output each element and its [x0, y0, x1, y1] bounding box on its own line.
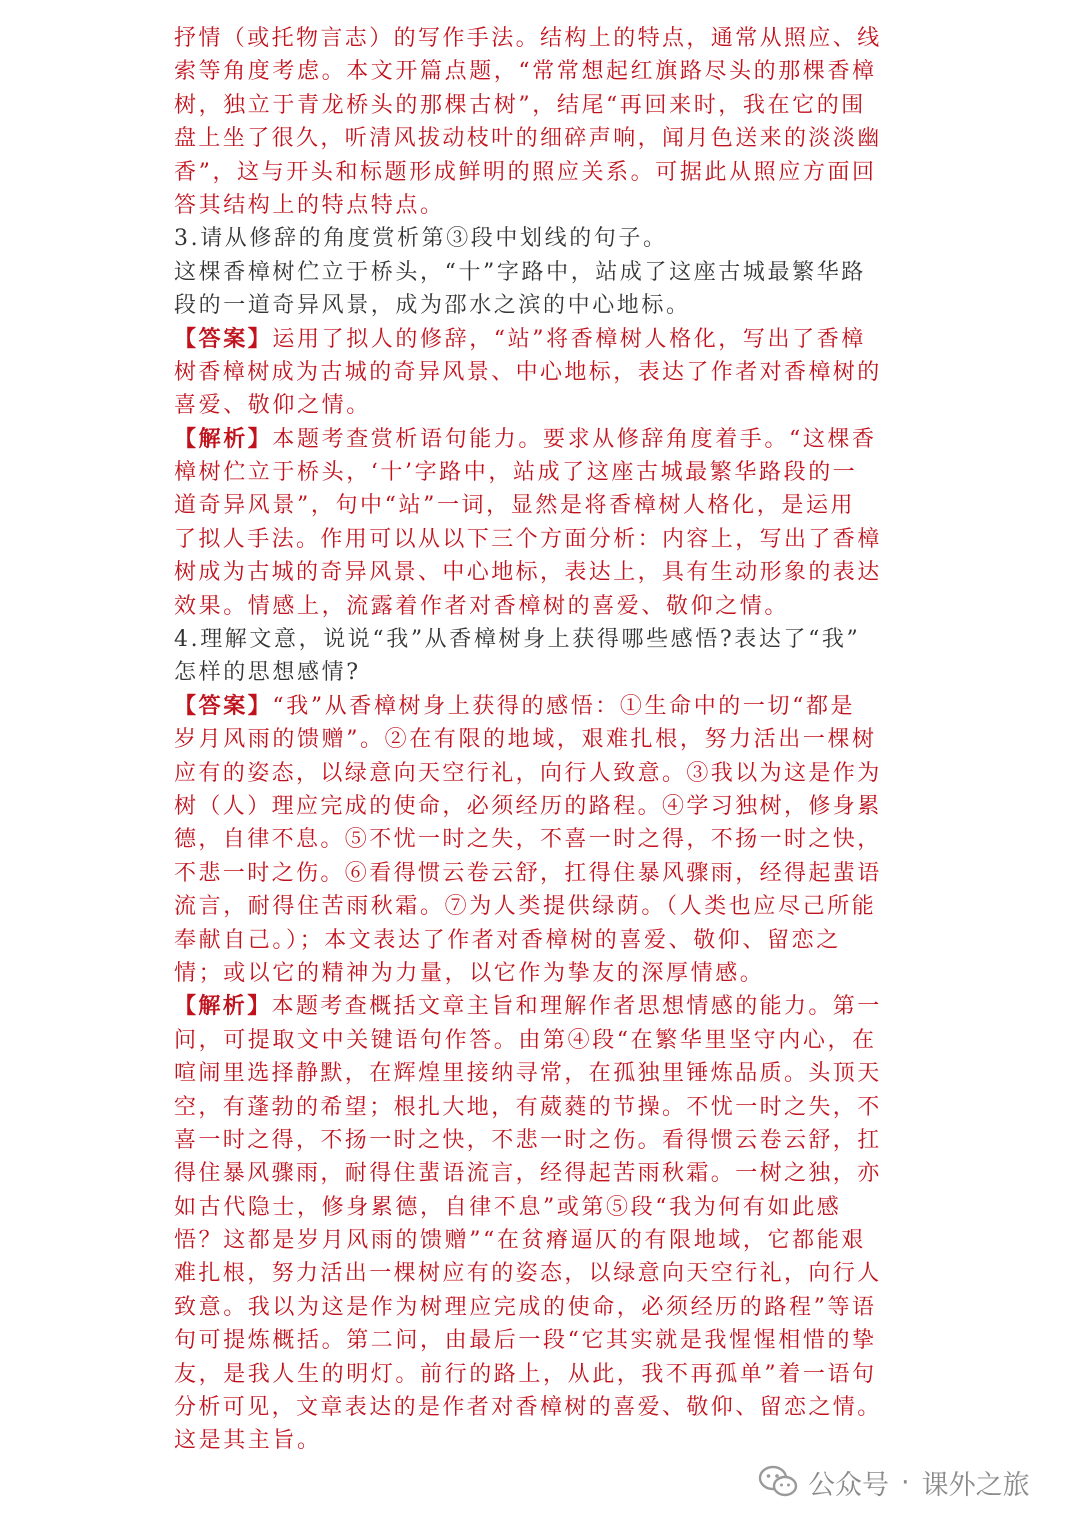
text-line — [174, 1024, 886, 1057]
text-line — [174, 55, 886, 88]
line-text: 树成为古城的奇异风景、中心地标，表达上，具有生动形象的表达 — [174, 560, 882, 586]
line-text: 奉献自己。）；本文表达了作者对香樟树的喜爱、敬仰、留恋之 — [174, 927, 841, 953]
text-line — [174, 22, 886, 55]
line-text: 如古代隐士，修身累德，自律不息”或第⑤段“我为何有如此感 — [174, 1194, 842, 1220]
line-text: 了拟人手法。作用可以从以下三个方面分析：内容上，写出了香樟 — [174, 526, 882, 552]
line-text: 索等角度考虑。本文开篇点题，“常常想起红旗路尽头的那棵香樟 — [174, 59, 877, 85]
line-text: 效果。情感上，流露着作者对香樟树的喜爱、敬仰之情。 — [174, 593, 790, 619]
line-text: 树（人）理应完成的使命，必须经历的路程。④学习独树，修身累 — [174, 793, 882, 819]
section-tag: 【答案】 — [174, 692, 273, 719]
line-text: 句可提炼概括。第二问，由最后一段“它其实就是我惺惺相惜的挚 — [174, 1328, 877, 1354]
text-line — [174, 323, 886, 356]
line-text: “我”从香樟树身上获得的感悟：①生命中的一切“都是 — [272, 693, 856, 719]
text-line — [174, 1057, 886, 1090]
footer-account: 课外之旅 — [921, 1469, 1030, 1501]
line-text: 本题考查赏析语句能力。要求从修辞角度着手。“这棵香 — [272, 426, 877, 452]
line-text: 树，独立于青龙桥头的那棵古树”，结尾“再回来时，我在它的围 — [174, 92, 866, 118]
section-tag: 【解析】 — [174, 425, 273, 452]
line-text: 分析可见，文章表达的是作者对香樟树的喜爱、敬仰、留恋之情。 — [174, 1395, 882, 1421]
line-text: 抒情（或托物言志）的写作手法。结构上的特点，通常从照应、线 — [174, 26, 882, 51]
line-text: 答其结构上的特点特点。 — [174, 192, 445, 218]
line-text: 应有的姿态，以绿意向天空行礼，向行人致意。③我以为这是作为 — [174, 760, 882, 786]
line-text: 难扎根，努力活出一棵树应有的姿态，以绿意向天空行礼，向行人 — [174, 1261, 882, 1287]
text-line — [174, 656, 886, 689]
line-text: 喧闹里选择静默，在辉煌里接纳寻常，在孤独里锤炼品质。头顶天 — [174, 1061, 882, 1087]
text-line — [174, 1291, 886, 1324]
line-text: 树香樟树成为古城的奇异风景、中心地标，表达了作者对香樟树的 — [174, 359, 882, 385]
text-line — [174, 423, 886, 456]
line-text: 这棵香樟树伫立于桥头，“十”字路中，站成了这座古城最繁华路 — [174, 259, 866, 285]
section-tag: 【答案】 — [174, 325, 273, 352]
line-text: 怎样的思想感情? — [174, 660, 361, 686]
section-tag: 【解析】 — [174, 993, 272, 1020]
line-text: 德，自律不息。⑤不忧一时之失，不喜一时之得，不扬一时之快， — [174, 827, 882, 853]
text-line — [174, 1224, 886, 1257]
text-line — [174, 1091, 886, 1124]
line-text: 本题考查概括文章主旨和理解作者思想情感的能力。第一 — [271, 994, 882, 1020]
line-text: 得住暴风骤雨，耐得住蜚语流言，经得起苦雨秋霜。一树之独，亦 — [174, 1161, 882, 1187]
text-line — [174, 456, 886, 489]
text-line — [174, 156, 886, 189]
footer-label: 公众号 — [808, 1469, 889, 1501]
text-line — [174, 1157, 886, 1190]
line-text: 段的一道奇异风景，成为邵水之滨的中心地标。 — [174, 293, 691, 319]
text-line — [174, 122, 886, 155]
text-line — [174, 523, 886, 556]
line-text: 友，是我人生的明灯。前行的路上，从此，我不再孤单”着一语句 — [174, 1361, 877, 1387]
line-text: 3.请从修辞的角度赏析第③段中划线的句子。 — [174, 226, 668, 252]
line-text: 道奇异风景”，句中“站”一词，显然是将香樟树人格化，是运用 — [174, 493, 856, 519]
line-text: 流言，耐得住苦雨秋霜。⑦为人类提供绿荫。（人类也应尽己所能 — [174, 894, 877, 920]
line-text: 运用了拟人的修辞，“站”将香樟树人格化，写出了香樟 — [272, 326, 866, 352]
text-line — [174, 790, 886, 823]
line-text: 香”，这与开头和标题形成鲜明的照应关系。可据此从照应方面回 — [174, 159, 877, 185]
text-line — [174, 924, 886, 957]
line-text: 致意。我以为这是作为树理应完成的使命，必须经历的路程”等语 — [174, 1294, 877, 1320]
line-text: 情；或以它的精神为力量，以它作为挚友的深厚情感。 — [174, 960, 765, 986]
text-line — [174, 1191, 886, 1224]
text-line — [174, 189, 886, 222]
footer-separator: · — [901, 1466, 910, 1498]
text-line — [174, 723, 886, 756]
text-line — [174, 356, 886, 389]
text-line — [174, 823, 886, 856]
text-line — [174, 590, 886, 623]
text-line — [174, 489, 886, 522]
line-text: 这是其主旨。 — [174, 1428, 322, 1454]
text-line — [174, 990, 886, 1023]
text-line — [174, 1358, 886, 1391]
line-text: 不悲一时之伤。⑥看得惯云卷云舒，扛得住暴风骤雨，经得起蜚语 — [174, 860, 882, 886]
text-line — [174, 289, 886, 322]
line-text: 悟？这都是岁月风雨的馈赠”“在贫瘠逼仄的有限地域，它都能艰 — [174, 1228, 866, 1254]
line-text: 4.理解文意，说说“我”从香樟树身上获得哪些感悟?表达了“我” — [174, 627, 861, 653]
text-line — [174, 857, 886, 890]
text-line — [174, 1391, 886, 1424]
text-line — [174, 256, 886, 289]
line-text: 岁月风雨的馈赠”。②在有限的地域，艰难扎根，努力活出一棵树 — [174, 727, 877, 753]
text-line — [174, 690, 886, 723]
line-text: 喜一时之得，不扬一时之快，不悲一时之伤。看得惯云卷云舒，扛 — [174, 1127, 882, 1153]
text-line — [174, 556, 886, 589]
line-text: 喜爱、敬仰之情。 — [174, 393, 371, 419]
text-line — [174, 890, 886, 923]
text-line — [174, 222, 886, 255]
text-line — [174, 1324, 886, 1357]
line-text: 空，有蓬勃的希望；根扎大地，有葳蕤的节操。不忧一时之失，不 — [174, 1094, 882, 1120]
text-line — [174, 757, 886, 790]
text-line — [174, 957, 886, 990]
line-text: 问，可提取文中关键语句作答。由第④段“在繁华里坚守内心，在 — [174, 1027, 877, 1053]
text-line — [174, 1257, 886, 1290]
watermark-footer — [758, 1458, 1030, 1506]
line-text: 樟树伫立于桥头，‘十’字路中，站成了这座古城最繁华路段的一 — [174, 460, 858, 486]
document-page — [174, 22, 886, 1458]
text-line — [174, 389, 886, 422]
line-text: 盘上坐了很久，听清风拔动枝叶的细碎声响，闻月色送来的淡淡幽 — [174, 126, 882, 152]
text-line — [174, 623, 886, 656]
wechat-icon — [758, 1465, 798, 1499]
text-line — [174, 1424, 886, 1457]
text-line — [174, 1124, 886, 1157]
text-line — [174, 89, 886, 122]
